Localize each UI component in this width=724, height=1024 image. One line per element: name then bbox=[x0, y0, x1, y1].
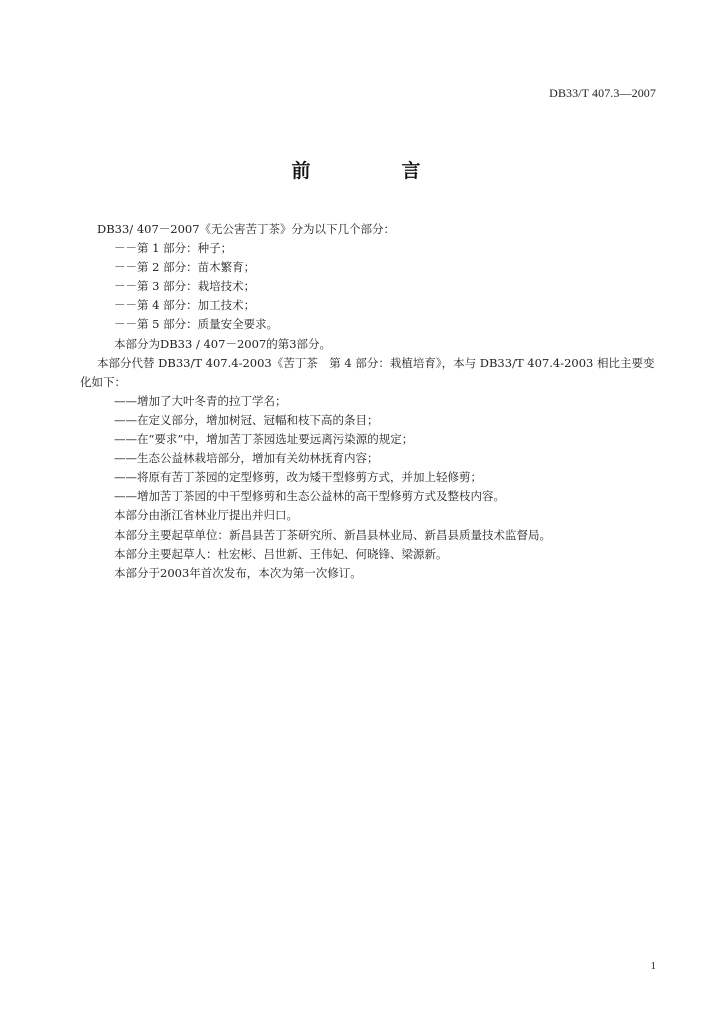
part-list-item-4: －－第 4 部分：加工技术； bbox=[114, 298, 256, 313]
part-list-item-2: －－第 2 部分：苗木繁育； bbox=[114, 260, 256, 275]
intro-paragraph: DB33/ 407－2007《无公害苦丁茶》分为以下几个部分： bbox=[97, 222, 396, 236]
drafting-units-statement: 本部分主要起草单位：新昌县苦丁茶研究所、新昌县林业局、新昌县质量技术监督局。 bbox=[114, 527, 551, 542]
release-statement: 本部分于2003年首次发布，本次为第一次修订。 bbox=[114, 565, 362, 580]
part-list-item-1: －－第 1 部分：种子； bbox=[114, 241, 233, 256]
change-item-6: ——增加苦丁茶园的中干型修剪和生态公益林的高干型修剪方式及整枝内容。 bbox=[114, 489, 505, 504]
change-item-5: ——将原有苦丁茶园的定型修剪，改为矮干型修剪方式，并加上轻修剪； bbox=[114, 470, 482, 485]
proposer-statement: 本部分由浙江省林业厅提出并归口。 bbox=[114, 508, 298, 523]
foreword-body bbox=[80, 220, 657, 583]
part-list-item-3: －－第 3 部分：栽培技术； bbox=[114, 279, 256, 294]
document-code: DB33/T 407.3—2007 bbox=[549, 86, 656, 100]
page-title: 前 言 bbox=[291, 160, 457, 182]
part-list-item-5: －－第 5 部分：质量安全要求。 bbox=[114, 317, 279, 332]
change-item-1: ——增加了大叶冬青的拉丁学名； bbox=[114, 393, 287, 408]
this-part-statement: 本部分为DB33 / 407－2007的第3部分。 bbox=[114, 336, 332, 351]
page-number: 1 bbox=[650, 960, 656, 972]
change-item-3: ——在“要求”中，增加苦丁茶园选址要远离污染源的规定； bbox=[114, 432, 414, 447]
change-item-4: ——生态公益林栽培部分，增加有关幼林抚育内容； bbox=[114, 451, 379, 466]
change-item-2: ——在定义部分，增加树冠、冠幅和枝下高的条目； bbox=[114, 412, 379, 427]
replaces-paragraph: 本部分代替 DB33/T 407.4-2003《苦丁茶 第 4 部分：栽植培育》，本与 DB33/T 407.4-2003 相比主要变化如下： bbox=[80, 355, 655, 389]
drafters-statement: 本部分主要起草人：杜宏彬、吕世新、王伟妃、何晓锋、梁源新。 bbox=[114, 546, 448, 561]
